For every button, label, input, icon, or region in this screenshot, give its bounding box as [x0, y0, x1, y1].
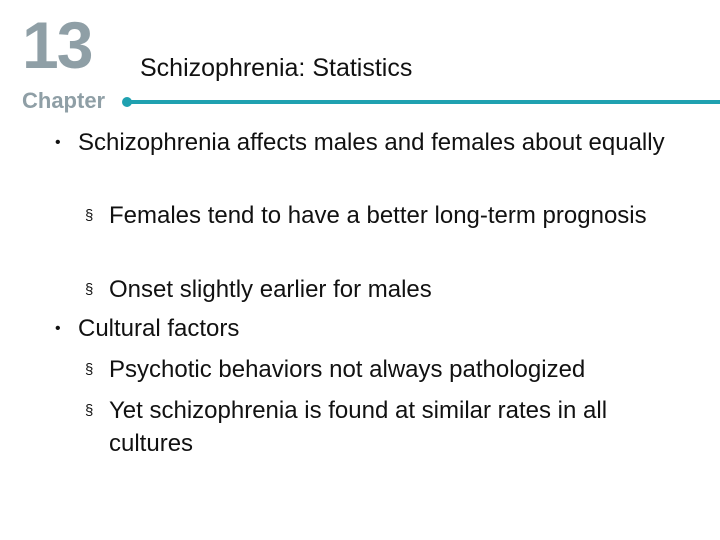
sub-bullet-text: Yet schizophrenia is found at similar rates in all cultures — [109, 397, 608, 457]
bullet-marker: • — [55, 320, 61, 337]
sub-bullet-text: Onset slightly earlier for males — [109, 276, 432, 303]
sub-bullet-marker: § — [85, 207, 94, 224]
sub-bullet-marker: § — [85, 402, 94, 419]
sub-bullet-item — [85, 394, 684, 460]
sub-bullet-text: Psychotic behaviors not always pathologized — [109, 356, 586, 383]
sub-bullet-marker: § — [85, 361, 94, 378]
sub-bullet-text: Females tend to have a better long-term prognosis — [109, 202, 647, 229]
bullet-item — [55, 312, 678, 345]
bullet-text: Cultural factors — [78, 315, 240, 342]
sub-bullet-marker: § — [85, 281, 94, 298]
bullet-item — [55, 126, 678, 159]
bullet-text: Schizophrenia affects males and females about equally — [78, 129, 665, 156]
bullet-marker: • — [55, 134, 61, 151]
sub-bullet-item — [85, 353, 684, 386]
chapter-label: Chapter — [22, 88, 106, 113]
chapter-number: 13 — [22, 8, 92, 82]
slide-title: Schizophrenia: Statistics — [140, 54, 413, 82]
sub-bullet-item — [85, 273, 684, 306]
title-rule — [128, 100, 720, 104]
sub-bullet-item — [85, 199, 684, 232]
